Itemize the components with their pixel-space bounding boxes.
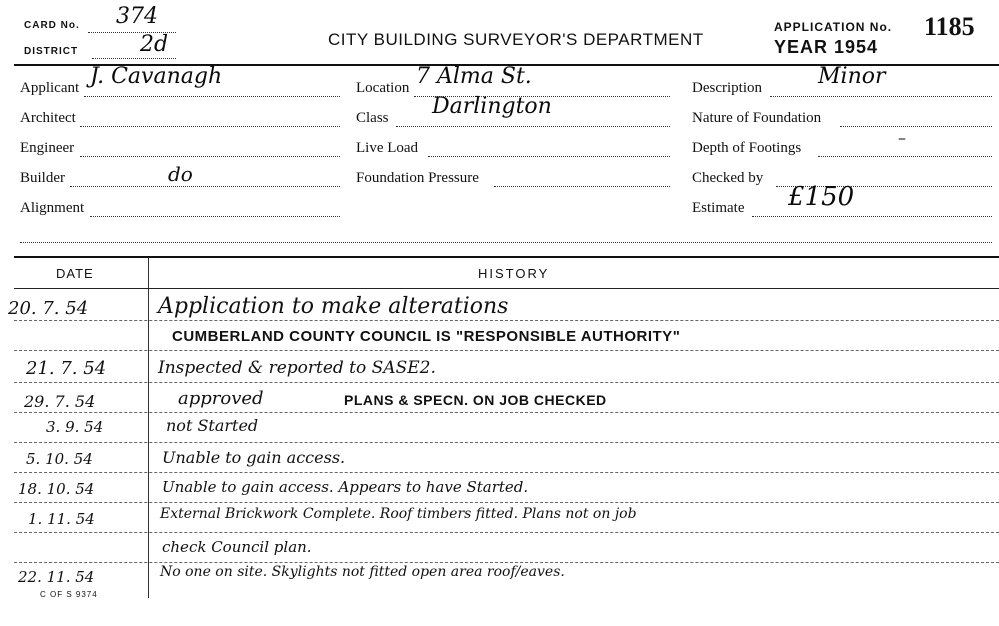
history-date: 22. 11. 54	[18, 568, 95, 586]
history-text: External Brickwork Complete. Roof timbers fitted. Plans not on job	[160, 506, 637, 522]
architect-label: Architect	[20, 110, 76, 126]
depth-of-footings-label: Depth of Footings	[692, 140, 802, 156]
live-load-label: Live Load	[356, 140, 419, 156]
history-text: Unable to gain access.	[162, 448, 346, 467]
history-date: 21. 7. 54	[26, 358, 107, 379]
history-date: 20. 7. 54	[8, 298, 89, 319]
history-text: approved	[178, 388, 264, 409]
class-label: Class	[356, 110, 389, 126]
builder-value: do	[168, 162, 193, 186]
estimate-label: Estimate	[692, 200, 745, 216]
alignment-label: Alignment	[20, 200, 85, 216]
district-value: 2d	[140, 32, 169, 57]
plans-checked-stamp: PLANS & SPECN. ON JOB CHECKED	[344, 392, 607, 408]
checked-by-label: Checked by	[692, 170, 764, 186]
builder-label: Builder	[20, 170, 65, 186]
location-label: Location	[356, 80, 410, 96]
history-text: check Council plan.	[162, 538, 312, 556]
applicant-label: Applicant	[20, 80, 80, 96]
estimate-value: £150	[788, 182, 855, 212]
history-text: No one on site. Skylights not fitted open area roof/eaves.	[160, 564, 565, 580]
form-code: C OF S 9374	[40, 590, 98, 599]
class-value: Darlington	[432, 94, 552, 119]
card-no-value: 374	[116, 4, 158, 29]
date-column-header: DATE	[56, 266, 94, 281]
application-no-label: APPLICATION No.	[774, 20, 893, 34]
history-text: Unable to gain access. Appears to have Started.	[162, 478, 529, 496]
history-text: not Started	[166, 416, 259, 435]
nature-of-foundation-label: Nature of Foundation	[692, 110, 822, 126]
card-no-label: CARD No.	[24, 20, 80, 31]
history-date: 1. 11. 54	[28, 510, 95, 528]
history-date: 3. 9. 54	[46, 418, 104, 436]
district-label: DISTRICT	[24, 46, 79, 57]
history-date: 5. 10. 54	[26, 450, 93, 468]
application-no-value: 1185	[924, 12, 975, 41]
responsible-authority-stamp: CUMBERLAND COUNTY COUNCIL IS "RESPONSIBLE AUTHORITY"	[172, 328, 681, 345]
location-value: 7 Alma St.	[416, 64, 532, 89]
history-date: 29. 7. 54	[24, 392, 96, 411]
depth-of-footings-value: –	[898, 128, 906, 147]
year-label: YEAR 1954	[774, 37, 879, 57]
engineer-label: Engineer	[20, 140, 75, 156]
applicant-value: J. Cavanagh	[90, 64, 223, 89]
description-label: Description	[692, 80, 762, 96]
department-title: CITY BUILDING SURVEYOR'S DEPARTMENT	[328, 30, 704, 49]
history-date: 18. 10. 54	[18, 480, 95, 498]
history-text: Inspected & reported to SASE2.	[158, 358, 436, 378]
foundation-pressure-label: Foundation Pressure	[356, 170, 479, 186]
history-text: Application to make alterations	[158, 294, 509, 319]
description-value: Minor	[818, 64, 886, 89]
history-column-header: HISTORY	[478, 266, 550, 281]
